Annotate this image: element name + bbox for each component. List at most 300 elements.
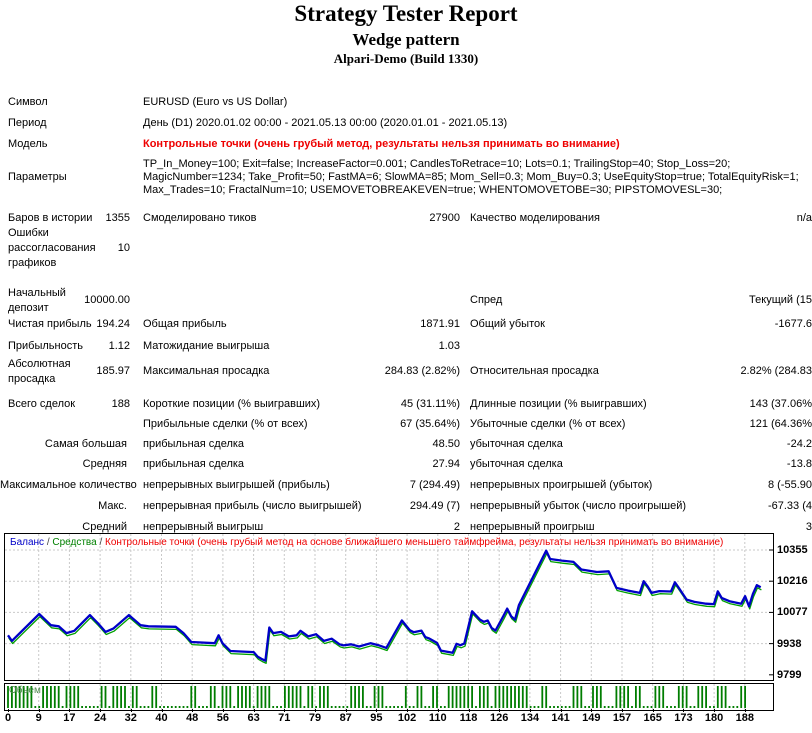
volume-bar xyxy=(214,686,216,708)
parameters-label: Параметры xyxy=(8,171,67,183)
volume-bar xyxy=(132,686,134,708)
volume-bar xyxy=(690,706,692,708)
volume-bar xyxy=(557,706,559,708)
volume-bar xyxy=(631,706,633,708)
volume-bar xyxy=(662,686,664,708)
volume-bar xyxy=(522,686,524,708)
volume-bar xyxy=(389,706,391,708)
report-subtitle: Wedge pattern xyxy=(352,30,460,49)
volume-bar xyxy=(409,706,411,708)
volume-bar xyxy=(580,686,582,708)
volume-bar xyxy=(639,686,641,708)
volume-bar xyxy=(452,686,454,708)
volume-bar xyxy=(600,686,602,708)
max-consecutive-wins-value: 7 (294.49) xyxy=(409,479,460,491)
volume-bar xyxy=(573,686,575,708)
volume-bar xyxy=(709,706,711,708)
volume-bar xyxy=(151,686,153,708)
volume-bar xyxy=(38,706,40,708)
volume-bar xyxy=(46,686,48,708)
relative-drawdown-label: Относительная просадка xyxy=(470,365,599,377)
relative-drawdown-value: 2.82% (284.83 xyxy=(740,365,812,377)
largest-profit-label: прибыльная сделка xyxy=(143,438,245,450)
volume-bar xyxy=(296,686,298,708)
volume-bar xyxy=(218,706,220,708)
volume-bar xyxy=(159,706,161,708)
volume-bar xyxy=(619,686,621,708)
volume-bar xyxy=(148,706,150,708)
volume-bar xyxy=(463,686,465,708)
volume-bar xyxy=(385,706,387,708)
volume-bar xyxy=(608,706,610,708)
max-consecutive-wins-label: непрерывных выигрышей (прибыль) xyxy=(143,479,330,491)
x-axis-label: 63 xyxy=(247,712,260,724)
volume-bar xyxy=(627,686,629,708)
volume-bar xyxy=(210,686,212,708)
volume-bar xyxy=(397,706,399,708)
volume-bar xyxy=(300,686,302,708)
volume-bar xyxy=(66,686,68,708)
volume-bar xyxy=(339,706,341,708)
volume-bar xyxy=(175,706,177,708)
volume-bar xyxy=(226,686,228,708)
volume-bar xyxy=(116,686,118,708)
volume-bar xyxy=(81,706,83,708)
x-axis-label: 180 xyxy=(704,712,724,724)
mismatch-errors-label: Ошибки xyxy=(8,227,49,239)
volume-bar xyxy=(713,706,715,708)
volume-bar xyxy=(499,686,501,708)
volume-bar xyxy=(682,686,684,708)
volume-bar xyxy=(155,686,157,708)
maximal-drawdown-value: 284.83 (2.82%) xyxy=(384,365,460,377)
volume-bar xyxy=(331,706,333,708)
volume-bar xyxy=(284,686,286,708)
volume-bar xyxy=(378,686,380,708)
legend-separator: / xyxy=(96,537,106,548)
parameters-line-2: MagicNumber=1234; Take_Profit=50; FastMA=6; SlowMA=85; Mom_Sell=0.3; Mom_Buy=0.3; UseEquityStop=true; TotalEquityRisk=1; xyxy=(143,171,799,183)
largest-label: Самая большая xyxy=(44,438,127,450)
volume-bar xyxy=(350,686,352,708)
parameters-line-1: TP_In_Money=100; Exit=false; IncreaseFactor=0.001; CandlesToRetrace=10; Lots=0.1; TrailingStop=40; Stop_Loss=20; xyxy=(143,158,731,170)
volume-bar xyxy=(643,706,645,708)
volume-bar xyxy=(740,686,742,708)
volume-bar xyxy=(467,686,469,708)
volume-bar xyxy=(510,686,512,708)
volume-pane xyxy=(4,683,774,711)
volume-bar xyxy=(89,706,91,708)
x-axis-label: 141 xyxy=(551,712,570,724)
period-value: День (D1) 2020.01.02 00:00 - 2021.05.13 00:00 (2020.01.01 - 2021.05.13) xyxy=(143,117,508,129)
absolute-drawdown-label: просадка xyxy=(8,373,56,385)
chart-frame xyxy=(5,534,774,681)
bars-in-history-label: Баров в истории xyxy=(8,212,93,224)
volume-bar xyxy=(272,706,274,708)
volume-bar xyxy=(366,706,368,708)
mismatch-errors-value: 10 xyxy=(117,242,130,254)
volume-bar xyxy=(475,706,477,708)
avg-consecutive-wins-value: 2 xyxy=(453,521,460,533)
volume-bar xyxy=(54,686,56,708)
avg-consecutive-losses-label: непрерывный проигрыш xyxy=(470,521,595,533)
x-axis-label: 71 xyxy=(278,712,291,724)
total-trades-value: 188 xyxy=(111,398,130,410)
volume-bar xyxy=(584,706,586,708)
gross-loss-label: Общий убыток xyxy=(470,318,545,330)
volume-bar xyxy=(733,706,735,708)
volume-bar xyxy=(678,686,680,708)
expected-payoff-label: Матожидание выигрыша xyxy=(143,340,270,352)
profit-trades-value: 67 (35.64%) xyxy=(400,418,460,430)
net-profit-label: Чистая прибыль xyxy=(8,318,92,330)
volume-bar xyxy=(491,706,493,708)
volume-bar xyxy=(421,686,423,708)
volume-bar xyxy=(97,706,99,708)
volume-bar xyxy=(674,706,676,708)
volume-bar xyxy=(198,706,200,708)
y-axis-label: 9938 xyxy=(777,637,802,650)
x-axis-label: 134 xyxy=(520,712,540,724)
volume-bar xyxy=(346,706,348,708)
bars-in-history-value: 1355 xyxy=(105,212,130,224)
profit-factor-value: 1.12 xyxy=(108,340,130,352)
x-axis-label: 118 xyxy=(459,712,478,724)
mismatch-errors-label: графиков xyxy=(8,257,57,269)
absolute-drawdown-label: Абсолютная xyxy=(8,358,71,370)
volume-bar xyxy=(495,686,497,708)
legend-separator: / xyxy=(44,537,53,548)
volume-bar xyxy=(721,686,723,708)
volume-bar xyxy=(187,706,189,708)
volume-bar xyxy=(194,686,196,708)
y-axis-label: 10355 xyxy=(777,544,808,556)
volume-bar xyxy=(354,686,356,708)
gross-profit-label: Общая прибыль xyxy=(143,318,227,330)
volume-bar xyxy=(541,686,543,708)
volume-bar xyxy=(647,706,649,708)
max-consecutive-profit-value: 294.49 (7) xyxy=(409,500,460,512)
volume-bar xyxy=(109,706,111,708)
volume-bar xyxy=(245,686,247,708)
volume-bar xyxy=(444,706,446,708)
expected-payoff-value: 1.03 xyxy=(438,340,460,352)
avg-consecutive-losses-value: 3 xyxy=(805,521,812,533)
total-trades-label: Всего сделок xyxy=(8,398,76,410)
volume-bar xyxy=(276,706,278,708)
largest-loss-value: -24.2 xyxy=(786,438,812,450)
volume-bar xyxy=(471,686,473,708)
largest-loss-label: убыточная сделка xyxy=(470,438,563,450)
volume-bar xyxy=(506,686,508,708)
x-axis-label: 95 xyxy=(370,712,383,724)
volume-bar xyxy=(327,686,329,708)
volume-bar xyxy=(144,706,146,708)
balance-chart xyxy=(4,533,774,681)
volume-bar xyxy=(280,706,282,708)
x-axis-label: 188 xyxy=(735,712,754,724)
symbol-value: EURUSD (Euro vs US Dollar) xyxy=(143,96,288,108)
volume-bar xyxy=(658,686,660,708)
average-label: Средняя xyxy=(82,458,127,470)
volume-bar xyxy=(307,686,309,708)
volume-bar xyxy=(729,706,731,708)
volume-bar xyxy=(705,686,707,708)
max-consecutive-loss-value: -67.33 (4 xyxy=(767,500,812,512)
x-axis-label: 0 xyxy=(4,712,12,724)
legend-model-note: Контрольные точки (очень грубый метод на основе ближайшего меньшего таймфрейма, результаты нельзя принимать во внимание) xyxy=(105,537,724,548)
volume-bar xyxy=(514,686,516,708)
x-axis-label: 32 xyxy=(124,712,137,724)
chart-legend xyxy=(10,537,766,549)
volume-bar xyxy=(417,686,419,708)
volume-bar xyxy=(370,706,372,708)
volume-bar xyxy=(335,706,337,708)
volume-bar xyxy=(725,686,727,708)
volume-bar xyxy=(553,706,555,708)
volume-bar xyxy=(424,706,426,708)
volume-bar xyxy=(222,686,224,708)
volume-bar xyxy=(202,706,204,708)
x-axis-label: 48 xyxy=(186,712,199,724)
volume-bar xyxy=(436,686,438,708)
volume-bar xyxy=(701,686,703,708)
volume-bar xyxy=(604,706,606,708)
average-row-label: Средний xyxy=(82,521,127,533)
profit-trades-label: Прибыльные сделки (% от всех) xyxy=(143,418,308,430)
net-profit-value: 194.24 xyxy=(96,318,130,330)
volume-bar xyxy=(171,706,173,708)
profit-factor-label: Прибыльность xyxy=(8,340,83,352)
short-positions-value: 45 (31.11%) xyxy=(400,398,460,410)
model-value: Контрольные точки (очень грубый метод, результаты нельзя принимать во внимание) xyxy=(143,138,620,150)
volume-bar xyxy=(257,686,259,708)
volume-bar xyxy=(440,706,442,708)
x-axis-label: 126 xyxy=(490,712,509,724)
long-positions-label: Длинные позиции (% выигравших) xyxy=(470,398,647,410)
volume-bar xyxy=(565,706,567,708)
volume-bar xyxy=(456,686,458,708)
volume-bar xyxy=(112,686,114,708)
x-axis-label: 87 xyxy=(339,712,352,724)
volume-bar xyxy=(577,686,579,708)
modelling-quality-value: n/a xyxy=(796,212,812,224)
volume-bar xyxy=(561,706,563,708)
volume-bar xyxy=(432,686,434,708)
volume-bar xyxy=(697,686,699,708)
legend-equity-label: Средства xyxy=(52,537,97,548)
volume-bar xyxy=(479,686,481,708)
volume-bar xyxy=(744,686,746,708)
volume-bar xyxy=(249,686,251,708)
volume-bar xyxy=(58,686,60,708)
volume-bar xyxy=(101,686,103,708)
volume-bar xyxy=(623,686,625,708)
volume-bar xyxy=(670,706,672,708)
initial-deposit-value: 10000.00 xyxy=(84,294,130,306)
largest-profit-value: 48.50 xyxy=(432,438,460,450)
gross-profit-value: 1871.91 xyxy=(420,318,460,330)
short-positions-label: Короткие позиции (% выигравших) xyxy=(143,398,321,410)
x-axis-label: 56 xyxy=(216,712,230,724)
volume-bar xyxy=(323,686,325,708)
x-axis-label: 24 xyxy=(93,712,107,724)
x-axis-label: 165 xyxy=(643,712,662,724)
average-profit-value: 27.94 xyxy=(432,458,460,470)
volume-bar xyxy=(261,686,263,708)
page-title: Strategy Tester Report xyxy=(294,1,518,26)
loss-trades-value: 121 (64.36% xyxy=(749,418,812,430)
max-consecutive-losses-value: 8 (-55.90 xyxy=(767,479,812,491)
ticks-modelled-label: Смоделировано тиков xyxy=(143,212,257,224)
volume-bar xyxy=(612,706,614,708)
gross-loss-value: -1677.6 xyxy=(774,318,812,330)
volume-bar xyxy=(190,686,192,708)
x-axis-label: 102 xyxy=(397,712,417,724)
volume-bar xyxy=(651,706,653,708)
volume-bar xyxy=(526,686,528,708)
volume-bar xyxy=(487,686,489,708)
volume-bar xyxy=(655,686,657,708)
volume-bar xyxy=(265,686,267,708)
volume-bar xyxy=(167,706,169,708)
volume-bar xyxy=(588,706,590,708)
volume-bar xyxy=(124,686,126,708)
volume-bar xyxy=(518,686,520,708)
volume-bar xyxy=(105,686,107,708)
volume-bar xyxy=(413,706,415,708)
average-loss-value: -13.8 xyxy=(786,458,812,470)
average-loss-label: убыточная сделка xyxy=(470,458,563,470)
symbol-label: Символ xyxy=(8,96,48,108)
volume-bar xyxy=(717,686,719,708)
parameters-line-3: Max_Trades=10; FractalNum=10; USEMOVETOBREAKEVEN=true; WHENTOMOVETOBE=30; PIPSTOMOVESL=30; xyxy=(143,184,723,196)
volume-bar xyxy=(85,706,87,708)
volume-bar xyxy=(545,686,547,708)
volume-bar xyxy=(233,706,235,708)
initial-deposit-label: Начальный xyxy=(8,287,66,299)
volume-bar xyxy=(428,706,430,708)
y-axis-label: 10216 xyxy=(777,575,808,588)
x-axis-label: 149 xyxy=(582,712,601,724)
max-consecutive-losses-label: непрерывных проигрышей (убыток) xyxy=(470,479,653,491)
volume-bar xyxy=(229,686,231,708)
volume-bar xyxy=(448,686,450,708)
max-consecutive-loss-label: непрерывный убыток (число проигрышей) xyxy=(470,500,687,512)
volume-bar xyxy=(311,686,313,708)
volume-bar xyxy=(253,706,255,708)
volume-bar xyxy=(483,686,485,708)
volume-bar xyxy=(315,706,317,708)
volume-bar xyxy=(358,686,360,708)
max-consecutive-profit-label: непрерывная прибыль (число выигрышей) xyxy=(143,500,362,512)
x-axis-label: 79 xyxy=(308,712,322,724)
volume-bar xyxy=(183,706,185,708)
volume-bar xyxy=(93,706,95,708)
avg-consecutive-wins-label: непрерывный выигрыш xyxy=(143,521,264,533)
volume-label: Объем xyxy=(9,685,41,696)
volume-bar xyxy=(179,706,181,708)
volume-bar xyxy=(374,686,376,708)
model-label: Модель xyxy=(8,138,48,150)
volume-bar xyxy=(686,686,688,708)
spread-value: Текущий (15 xyxy=(749,294,812,306)
volume-bar xyxy=(42,686,44,708)
volume-bar xyxy=(405,686,407,708)
mismatch-errors-label: рассогласования xyxy=(8,242,96,254)
period-label: Период xyxy=(8,117,47,129)
initial-deposit-label: депозит xyxy=(8,302,49,314)
x-axis-label: 110 xyxy=(428,712,447,724)
volume-bar xyxy=(292,686,294,708)
modelling-quality-label: Качество моделирования xyxy=(470,212,600,224)
maximal-label: Макс. xyxy=(98,500,127,512)
volume-frame xyxy=(5,684,774,711)
volume-bar xyxy=(136,686,138,708)
volume-bar xyxy=(549,706,551,708)
volume-bar xyxy=(569,706,571,708)
volume-bar xyxy=(343,706,345,708)
volume-bar xyxy=(736,706,738,708)
x-axis-label: 17 xyxy=(63,712,76,724)
volume-bar xyxy=(635,686,637,708)
volume-bar xyxy=(596,686,598,708)
volume-bar xyxy=(50,686,52,708)
volume-bar xyxy=(241,686,243,708)
volume-bar xyxy=(206,706,208,708)
y-axis-label: 10077 xyxy=(777,606,808,619)
volume-bar xyxy=(666,706,668,708)
volume-bar xyxy=(694,706,696,708)
volume-bar xyxy=(393,706,395,708)
volume-bar xyxy=(382,686,384,708)
server-build-info: Alpari-Demo (Build 1330) xyxy=(333,51,479,66)
x-axis-label: 9 xyxy=(35,712,42,724)
volume-bar xyxy=(268,686,270,708)
y-axis-label: 9799 xyxy=(777,668,802,681)
ticks-modelled-value: 27900 xyxy=(429,212,460,224)
volume-bar xyxy=(538,706,540,708)
absolute-drawdown-value: 185.97 xyxy=(96,365,130,377)
volume-bar xyxy=(163,706,165,708)
loss-trades-label: Убыточные сделки (% от всех) xyxy=(470,418,626,430)
volume-bar xyxy=(362,686,364,708)
x-axis-label: 157 xyxy=(612,712,632,724)
volume-bar xyxy=(120,686,122,708)
x-axis-label: 173 xyxy=(674,712,693,724)
volume-bar xyxy=(237,686,239,708)
volume-bar xyxy=(62,706,64,708)
volume-bar xyxy=(319,686,321,708)
volume-bar xyxy=(530,706,532,708)
volume-bar xyxy=(592,686,594,708)
volume-bar xyxy=(288,686,290,708)
spread-label: Спред xyxy=(470,294,503,306)
volume-bar xyxy=(460,686,462,708)
volume-bar xyxy=(70,686,72,708)
volume-bar xyxy=(304,706,306,708)
volume-bar xyxy=(534,706,536,708)
maximum-count-label: Максимальное количество xyxy=(0,479,137,491)
legend-balance-label: Баланс xyxy=(10,537,45,548)
volume-bar xyxy=(401,706,403,708)
volume-bar xyxy=(140,706,142,708)
average-profit-label: прибыльная сделка xyxy=(143,458,245,470)
volume-bar xyxy=(502,686,504,708)
volume-bar xyxy=(616,686,618,708)
volume-bar xyxy=(77,686,79,708)
x-axis-label: 40 xyxy=(155,712,168,724)
volume-bar xyxy=(34,706,36,708)
